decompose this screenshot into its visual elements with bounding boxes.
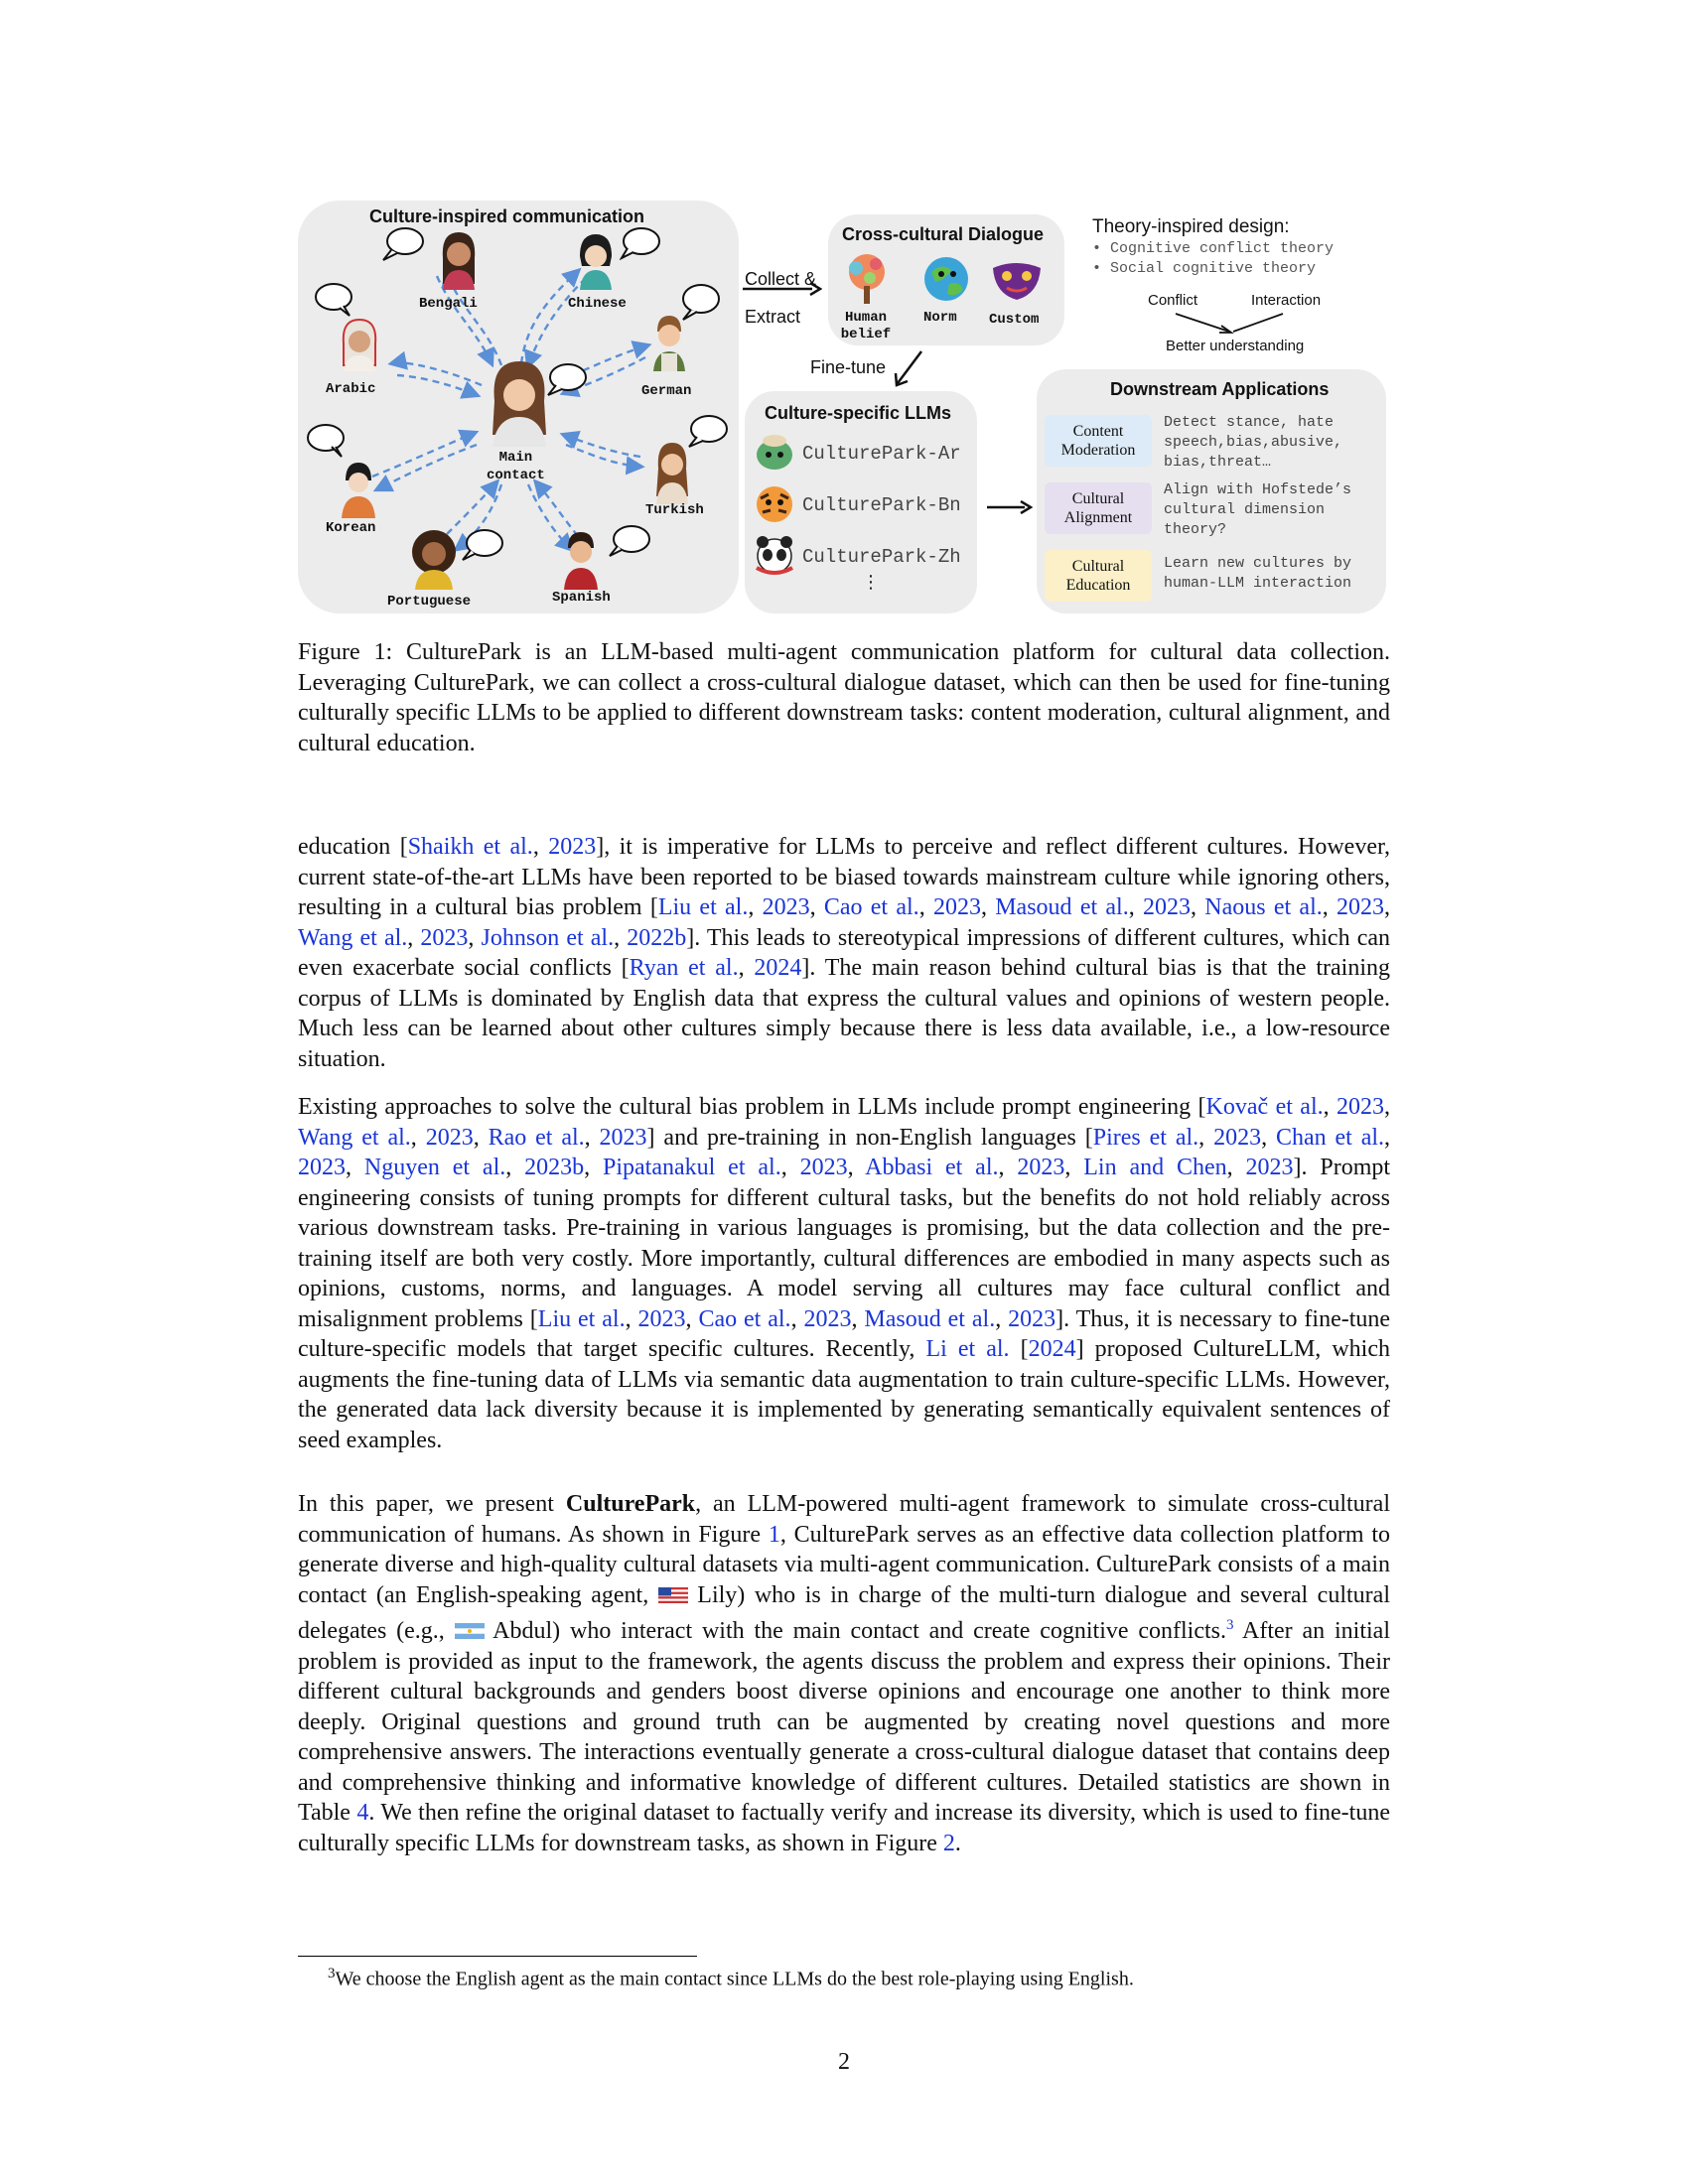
dialogue-item-label: Norm — [923, 310, 957, 326]
dialogue-item-label: Custom — [989, 312, 1040, 328]
footnote-text: We choose the English agent as the main contact since LLMs do the best role-playing using English. — [335, 1968, 1134, 1990]
main-contact-avatar — [485, 355, 554, 447]
footnote-number: 3 — [328, 1966, 336, 1981]
bengali-avatar — [435, 228, 483, 290]
speech-bubble-icon — [679, 282, 723, 322]
paragraph-2: Existing approaches to solve the cultural bias problem in LLMs include prompt engineering [Kovač et al., 2023, Wang et al., 2023, Rao et al., 2023] and pre-training in non-English languages [Pires et al., 2023, Chan et al., 2023, Nguyen et al., 2023b, Pipatanakul et al., 2023, Abbasi et al., 2023, Lin and Chen, 2023]. Prompt engineering consists of tuning prompts for different cultural tasks, but the benefits do not hold reliably across various downstream tasks. Pre-training in various languages is promising, but the data collection and the pre-training itself are both very costly. More importantly, cultural differences are embodied in many aspects such as opinions, customs, norms, and languages. A model serving all cultures may face cultural conflict and misalignment problems [Liu et al., 2023, Cao et al., 2023, Masoud et al., 2023]. Thus, it is necessary to fine-tune culture-specific models that target specific cultures. Recently, Li et al. [2024] proposed CultureLLM, which augments the fine-tuning data of LLMs via semantic data augmentation to train culture-specific LLMs. However, the generated data lack diversity because it is implemented by generating semantically equivalent sentences of seed examples. — [298, 1094, 1391, 1453]
speech-bubble-icon — [608, 524, 651, 560]
cross-cultural-title: Cross-cultural Dialogue — [842, 224, 1045, 244]
culturepark-bn-icon — [753, 482, 796, 524]
speech-bubble-icon — [687, 413, 731, 451]
content-moderation-box: Content Moderation — [1045, 415, 1152, 467]
custom-icon — [989, 254, 1045, 304]
left-panel-title: Culture-inspired communication — [369, 206, 645, 226]
language-label: Arabic — [326, 381, 376, 397]
footnote-mark: 3 — [1226, 1617, 1234, 1633]
speech-bubble-icon — [304, 423, 348, 459]
theory-item: • Social cognitive theory — [1092, 260, 1317, 277]
language-label: Spanish — [552, 590, 611, 606]
argentina-flag-icon — [455, 1623, 485, 1639]
cultural-alignment-desc: Align with Hofstede’s cultural dimension theory? — [1164, 481, 1352, 538]
paragraph-3: In this paper, we present CulturePark, an LLM-powered multi-agent framework to simulate cross-cultural communication of humans. As shown in Figure 1, CulturePark serves as an effective data collection platform to generate diverse and high-quality cultural datasets via multi-agent communication. CulturePark consists of a main contact (an English-speaking agent, Lily) who is in charge of the multi-turn dialogue and several cultural delegates (e.g., Abdul) who interact with the main contact and create cognitive conflicts.$^3$ After an initial problem is provided as input to the framework, the agents discuss the problem and express their opinions. Their different cultural backgrounds and genders boost diverse opinions and encourage one another to think more deeply. Original questions and ground truth can be augmented by creating novel questions and more comprehensive answers. The interactions eventually generate a cross-cultural dialogue dataset that contains deep and comprehensive thinking and informative knowledge of different cultures. Detailed statistics are shown in Table 4. We then refine the original dataset to factually verify and increase its diversity, which is used to fine-tune culturally specific LLMs for downstream tasks, as shown in Figure 2. — [298, 1491, 1391, 1856]
llm-item: CulturePark-Ar — [802, 443, 961, 465]
cultural-alignment-box: Cultural Alignment — [1045, 482, 1152, 534]
culturepark-ar-icon — [753, 433, 796, 473]
apps-arrow-icon — [987, 500, 1033, 514]
human-belief-icon — [840, 252, 894, 306]
culturepark-zh-icon — [753, 534, 796, 576]
language-label: Turkish — [645, 502, 704, 518]
theory-title: Theory-inspired design: — [1092, 216, 1290, 237]
cultural-education-desc: Learn new cultures by human-LLM interaction — [1164, 555, 1352, 592]
speech-bubble-icon — [620, 226, 663, 262]
figure-caption: Figure 1: CulturePark is an LLM-based multi-agent communication platform for cultural data collection. Leveraging CulturePark, we can collect a cross-cultural dialogue dataset, which can then be used for fine-tuning culturally specific LLMs to be applied to different downstream tasks: content moderation, cultural alignment, and cultural education. — [298, 639, 1390, 756]
footnote-rule — [298, 1956, 697, 1957]
theory-arrows-icon — [1172, 312, 1291, 336]
portuguese-avatar — [407, 526, 461, 590]
footnote — [328, 1966, 1134, 1991]
speech-bubble-icon — [461, 528, 504, 564]
main-contact-label: Main contact — [487, 450, 545, 483]
language-label: German — [641, 383, 692, 399]
language-label: Portuguese — [387, 594, 472, 610]
figure-1 — [298, 197, 1390, 615]
cultural-education-box: Cultural Education — [1045, 550, 1152, 602]
arabic-avatar — [338, 314, 381, 371]
apps-panel-title: Downstream Applications — [1110, 379, 1330, 399]
conflict-label: Conflict — [1148, 292, 1198, 309]
interaction-label: Interaction — [1251, 292, 1322, 309]
spanish-avatar — [558, 526, 604, 590]
speech-bubble-icon — [381, 226, 425, 262]
llm-item: CulturePark-Zh — [802, 546, 961, 568]
language-label: Chinese — [568, 296, 627, 312]
content-moderation-desc: Detect stance, hate speech,bias,abusive, bias,threat… — [1164, 414, 1343, 471]
speech-bubble-icon — [312, 282, 355, 318]
language-label: Korean — [326, 520, 376, 536]
better-understanding-label: Better understanding — [1166, 338, 1305, 354]
fine-tune-arrow-icon — [892, 349, 925, 389]
collect-arrow-icon — [743, 282, 822, 296]
llm-panel-title: Culture-specific LLMs — [765, 403, 952, 423]
page-number: 2 — [838, 2049, 850, 2075]
collect-extract-label: Collect & Extract — [745, 269, 817, 327]
fine-tune-label: Fine-tune — [810, 357, 887, 377]
korean-avatar — [338, 457, 379, 518]
us-flag-icon — [658, 1587, 688, 1603]
llm-more-ellipsis: ⋮ — [862, 572, 880, 592]
chinese-avatar — [574, 230, 618, 290]
llm-item: CulturePark-Bn — [802, 494, 961, 516]
speech-bubble-icon — [546, 361, 590, 399]
language-label: Bengali — [419, 296, 478, 312]
norm-icon — [921, 254, 971, 304]
paragraph-1: education [Shaikh et al., 2023], it is imperative for LLMs to perceive and reflect different cultures. However, current state-of-the-art LLMs have been reported to be biased towards mainstream culture while ignoring others, resulting in a cultural bias problem [Liu et al., 2023, Cao et al., 2023, Masoud et al., 2023, Naous et al., 2023, Wang et al., 2023, Johnson et al., 2022b]. This leads to stereotypical impressions of different cultures, which can even exacerbate social conflicts [Ryan et al., 2024]. The main reason behind cultural bias is that the training corpus of LLMs is dominated by English data that express the cultural values and opinions of western people. Much less can be learned about other cultures simply because there is less data available, i.e., a low-resource situation. — [298, 834, 1391, 1072]
dialogue-item-label: Human belief — [840, 310, 892, 342]
theory-item: • Cognitive conflict theory — [1092, 240, 1335, 257]
